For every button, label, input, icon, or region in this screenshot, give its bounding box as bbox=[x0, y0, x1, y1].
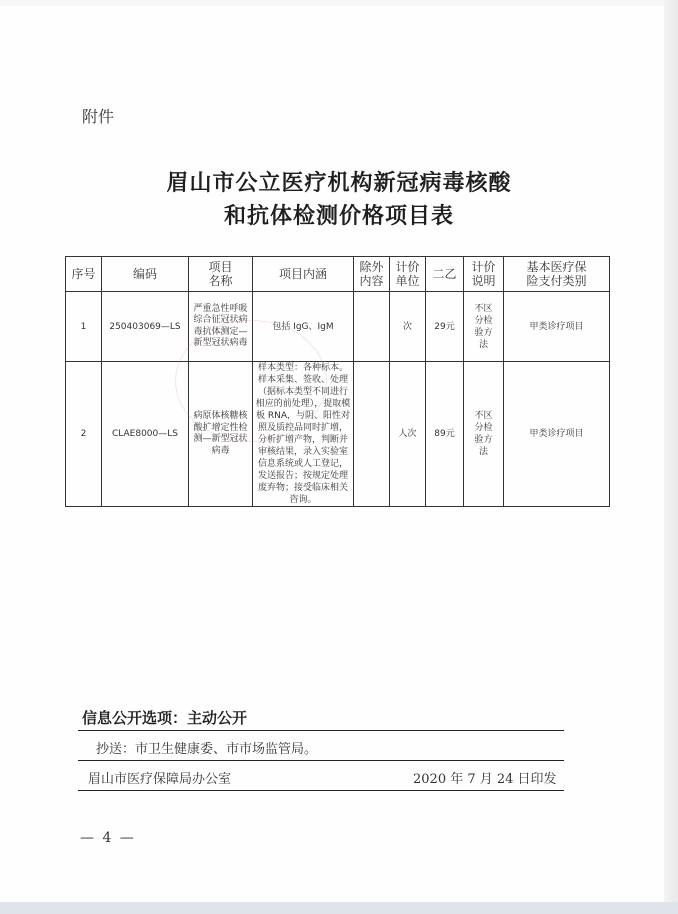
row-code: CLAE8000—LS bbox=[102, 362, 189, 507]
document-title-line-2: 和抗体检测价格项目表 bbox=[223, 203, 454, 229]
viewer-bottom-band bbox=[0, 902, 678, 914]
header-cell-name: 项目 名称 bbox=[189, 257, 253, 292]
header-cell-unit: 计价 单位 bbox=[390, 257, 426, 292]
table-header-row bbox=[66, 257, 610, 292]
header-cell-exclusion: 除外 内容 bbox=[354, 257, 390, 292]
price-table bbox=[65, 256, 610, 507]
row-pricing-note: 不区 分检 验方 法 bbox=[464, 362, 504, 507]
row-item-content: 包括 IgG、IgM bbox=[253, 292, 354, 362]
page-top-edge bbox=[0, 0, 678, 6]
row-item-name: 严重急性呼吸综合征冠状病毒抗体测定—新型冠状病毒 bbox=[189, 292, 253, 362]
row-no: 2 bbox=[66, 362, 102, 507]
header-cell-content: 项目内涵 bbox=[253, 257, 354, 292]
footer-rule-bottom bbox=[78, 790, 564, 791]
issue-date: 2020 年 7 月 24 日印发 bbox=[413, 772, 557, 787]
header-cell-price: 二乙 bbox=[426, 257, 464, 292]
header-cell-category: 基本医疗保 险支付类别 bbox=[504, 257, 610, 292]
faint-stamp-mark bbox=[175, 320, 327, 442]
header-cell-no: 序号 bbox=[66, 257, 102, 292]
attachment-label: 附件 bbox=[82, 107, 115, 126]
row-unit: 人次 bbox=[390, 362, 426, 507]
page-right-edge bbox=[664, 0, 678, 914]
row-code: 250403069—LS bbox=[102, 292, 189, 362]
row-item-name: 病原体核糖核酸扩增定性检测—新型冠状病毒 bbox=[189, 362, 253, 507]
header-cell-code: 编码 bbox=[102, 257, 189, 292]
row-unit: 次 bbox=[390, 292, 426, 362]
row-exclusion bbox=[354, 292, 390, 362]
header-cell-note: 计价 说明 bbox=[464, 257, 504, 292]
table-row bbox=[66, 292, 610, 362]
row-price: 29元 bbox=[426, 292, 464, 362]
row-item-content: 样本类型：各种标本。样本采集、签收、处理（据标本类型不同进行相应的前处理），提取模板 RNA，与阴、阳性对照及质控品同时扩增，分析扩增产物，判断并审核结果，录入实验室信息系统或人工登记，发送报告；按规定处理废弃物；接受临床相关咨询。 bbox=[253, 362, 354, 507]
footer-rule-top bbox=[78, 730, 564, 731]
table-row bbox=[66, 362, 610, 507]
row-insurance-category: 甲类诊疗项目 bbox=[504, 362, 610, 507]
page-number: — 4 — bbox=[80, 830, 136, 846]
row-no: 1 bbox=[66, 292, 102, 362]
issuing-office: 眉山市医疗保障局办公室 bbox=[88, 772, 232, 787]
cc-recipients: 抄送：市卫生健康委、市市场监管局。 bbox=[96, 742, 318, 757]
row-exclusion bbox=[354, 362, 390, 507]
disclosure-option: 信息公开选项：主动公开 bbox=[82, 709, 248, 727]
footer-rule-middle bbox=[78, 760, 564, 761]
row-price: 89元 bbox=[426, 362, 464, 507]
row-insurance-category: 甲类诊疗项目 bbox=[504, 292, 610, 362]
row-pricing-note: 不区 分检 验方 法 bbox=[464, 292, 504, 362]
document-title-line-1: 眉山市公立医疗机构新冠病毒核酸 bbox=[166, 170, 512, 196]
